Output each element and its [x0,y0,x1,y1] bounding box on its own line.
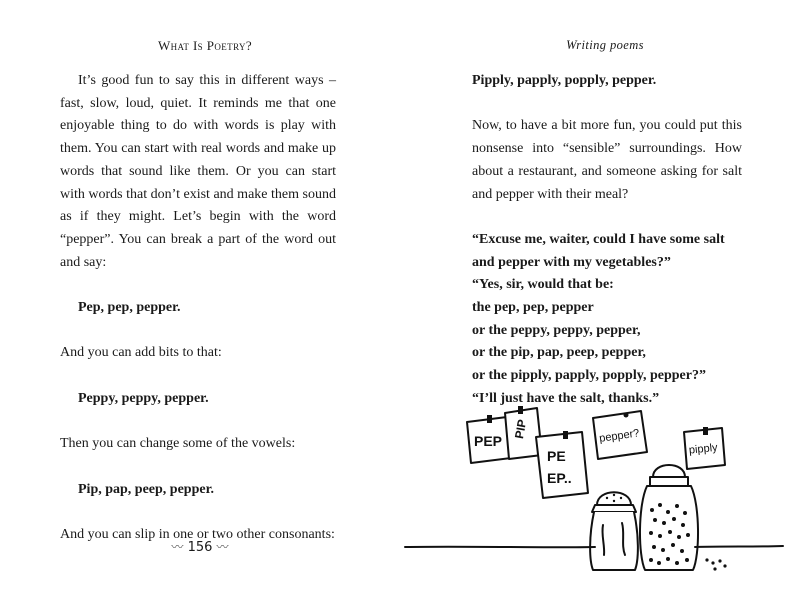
dialogue-line: and pepper with my vegetables?” [472,254,671,270]
note-card-pip [505,406,542,459]
note-card-pep [467,415,511,463]
dialogue-line: “Yes, sir, would that be: [472,277,614,293]
ground-line [405,547,595,548]
running-head-right: Writing poems [566,38,644,52]
dialogue-block [472,229,742,411]
dialogue-line: or the pipply, papply, popply, pepper?” [472,368,706,384]
svg-text:PE: PE [547,448,566,464]
ornament-icon: 〰 [171,540,184,554]
example-line: Pipply, papply, popply, pepper. [472,73,657,88]
dialogue-line: or the peppy, peppy, pepper, [472,322,641,338]
note-card-pepper [593,411,647,459]
paragraph: And you can slip in one or two other consonants: [60,526,335,542]
paragraph: Then you can change some of the vowels: [60,436,296,452]
salt-pepper-illustration [395,395,790,585]
example-line: Pip, pap, peep, pepper. [78,481,215,497]
svg-text:EP..: EP.. [547,470,572,486]
note-card-peep [536,431,588,498]
spilled-pepper [705,558,726,570]
paragraph: And you can add bits to that: [60,345,222,361]
paragraph: Now, to have a bit more fun, you could put this nonsense into “sensible” surroundings. How about a restaurant, and someone asking for salt and pepper with their meal? [472,118,742,202]
paragraph: It’s good fun to say this in different ways – fast, slow, loud, quiet. It reminds me that one enjoyable thing to do with words is play with them. You can start with real words and make up words that sound like them. Or you can start with words that don’t exist and make them sound as if they might. Let’s begin with the word “pepper”. You can break a part of the word out and say: [60,73,336,270]
note-card-pipply [684,427,725,469]
svg-text:pepper?: pepper? [598,427,641,445]
svg-text:PEP: PEP [474,433,503,449]
right-page [395,0,790,606]
svg-text:PIP: PIP [512,418,530,440]
dialogue-line: “Excuse me, waiter, could I have some salt [472,231,725,247]
dialogue-line: or the pip, pap, peep, pepper, [472,345,646,361]
pepper-shaker-icon [640,465,698,570]
page-number-text: 156 [187,540,213,555]
right-body-text [472,70,742,411]
svg-text:pipply: pipply [688,441,719,457]
dialogue-line: the pep, pep, pepper [472,300,594,315]
left-body-text [60,70,336,547]
dialogue-line: “I’ll just have the salt, thanks.” [472,390,660,406]
ornament-icon: 〰 [216,540,229,554]
example-line: Pep, pep, pepper. [78,300,181,316]
running-head-left: What Is Poetry? [157,38,253,53]
example-line: Peppy, peppy, pepper. [78,390,209,406]
salt-shaker-icon [590,492,638,570]
page-number [170,538,230,555]
